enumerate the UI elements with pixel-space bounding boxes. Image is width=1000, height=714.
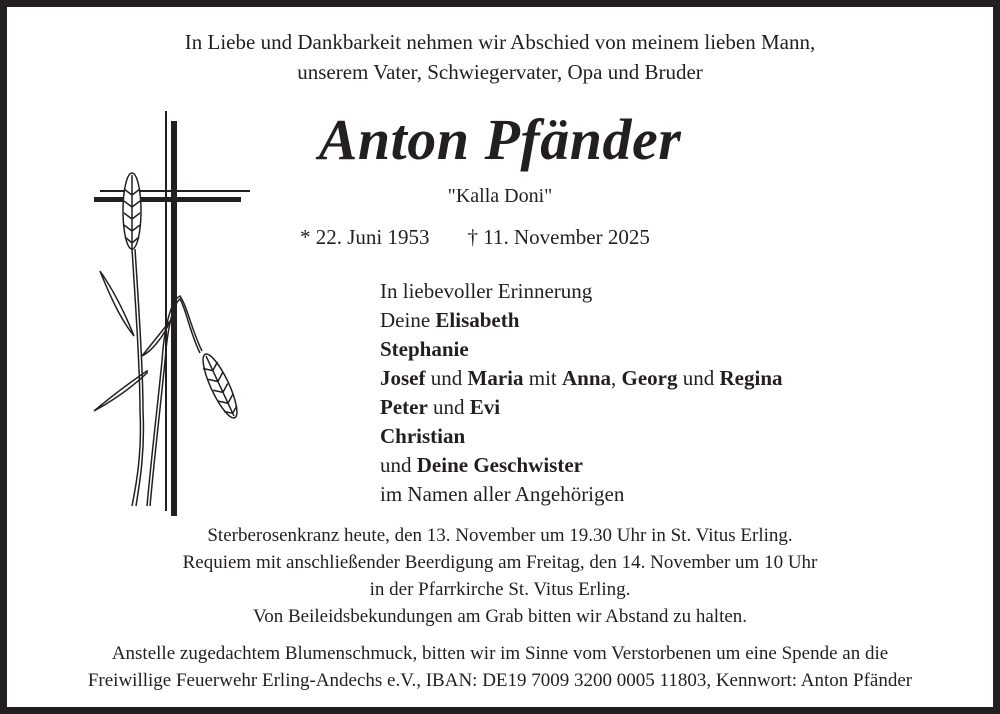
deceased-name: Anton Pfänder — [318, 107, 682, 172]
family-line-4 — [380, 364, 783, 393]
life-dates — [300, 223, 650, 251]
child-name: Christian — [380, 424, 466, 448]
birth-date: * 22. Juni 1953 — [300, 225, 430, 249]
family-line-7 — [380, 451, 783, 480]
service-info — [7, 522, 993, 630]
family-line-2 — [380, 306, 783, 335]
family-line-6 — [380, 422, 783, 451]
text: und — [380, 453, 417, 477]
nickname: "Kalla Doni" — [447, 185, 553, 207]
cross-with-wheat-icon — [92, 111, 262, 521]
relative-name: Anna — [562, 366, 612, 390]
service-line-1: Sterberosenkranz heute, den 13. November um 19.30 Uhr in St. Vitus Erling. — [207, 525, 793, 546]
relative-name: Georg — [621, 366, 678, 390]
family-line-3 — [380, 335, 783, 364]
intro-text — [7, 27, 993, 87]
donation-line-1: Anstelle zugedachtem Blumenschmuck, bitten wir im Sinne vom Verstorbenen um eine Spende an die — [111, 643, 889, 664]
service-line-2: Requiem mit anschließender Beerdigung am Freitag, den 14. November um 10 Uhr — [182, 552, 818, 573]
obituary-notice — [7, 7, 993, 707]
death-date: † 11. November 2025 — [467, 225, 650, 249]
text: Deine — [380, 308, 436, 332]
intro-line-2: unserem Vater, Schwiegervater, Opa und Bruder — [297, 60, 703, 84]
text: und — [677, 366, 720, 390]
family-line-1: In liebevoller Erinnerung — [380, 279, 593, 303]
family-line-5 — [380, 393, 783, 422]
in-law-name: Evi — [469, 395, 501, 419]
child-name: Stephanie — [380, 337, 469, 361]
intro-line-1: In Liebe und Dankbarkeit nehmen wir Abschied von meinem lieben Mann, — [184, 30, 816, 54]
service-line-4: Von Beileidsbekundungen am Grab bitten wir Abstand zu halten. — [252, 606, 748, 627]
siblings: Deine Geschwister — [416, 453, 583, 477]
donation-info — [7, 640, 993, 694]
mourners-list — [380, 277, 783, 509]
text: , — [611, 366, 622, 390]
family-line-8: im Namen aller Angehörigen — [380, 482, 625, 506]
relative-name: Josef — [380, 366, 426, 390]
service-line-3: in der Pfarrkirche St. Vitus Erling. — [369, 579, 631, 600]
text: und — [425, 366, 468, 390]
spouse-name: Elisabeth — [435, 308, 520, 332]
relative-name: Regina — [719, 366, 783, 390]
child-name: Peter — [380, 395, 428, 419]
relative-name: Maria — [467, 366, 524, 390]
text: und — [427, 395, 470, 419]
text: mit — [523, 366, 562, 390]
donation-line-2: Freiwillige Feuerwehr Erling-Andechs e.V., IBAN: DE19 7009 3200 0005 11803, Kennwort: Anton Pfänder — [87, 670, 913, 691]
